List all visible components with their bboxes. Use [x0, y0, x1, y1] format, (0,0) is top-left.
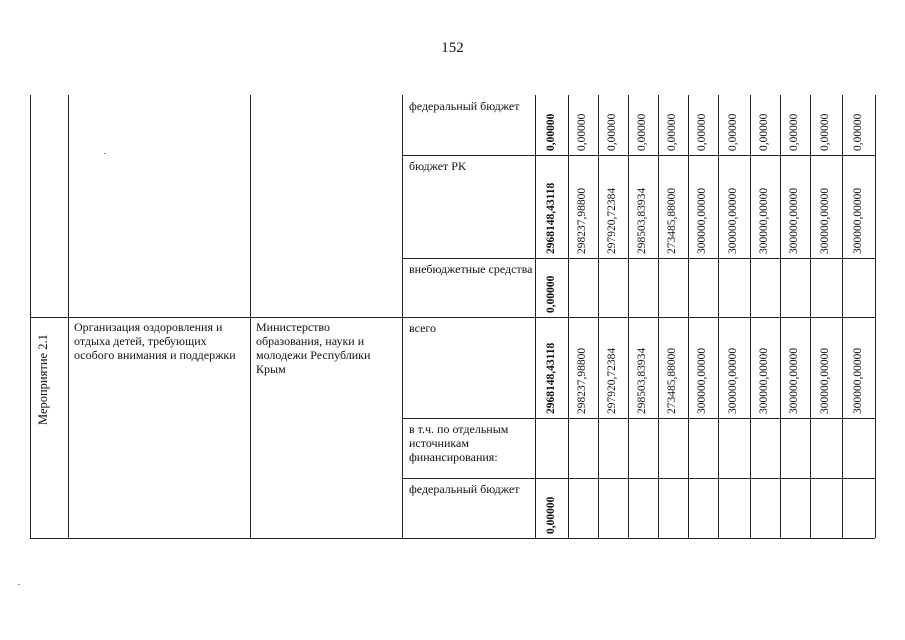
- executor-name: Министерство образования, науки и молодежи Республики Крым: [256, 320, 371, 376]
- year-value: 0,00000: [727, 113, 739, 151]
- source-label: внебюджетные средства: [409, 262, 533, 276]
- scan-speck: [104, 153, 106, 154]
- year-value: 297920,72384: [606, 347, 618, 414]
- page-number: 152: [441, 40, 464, 56]
- year-value: 300000,00000: [696, 187, 708, 254]
- total-value: 2968148,43118: [544, 182, 557, 254]
- year-value: 300000,00000: [758, 187, 770, 254]
- year-value: 300000,00000: [851, 187, 864, 254]
- year-value: 298237,98800: [576, 187, 588, 254]
- table-border: [875, 95, 876, 538]
- table-border: [30, 317, 875, 318]
- year-value: 0,00000: [636, 113, 648, 151]
- total-value: 0,00000: [544, 275, 557, 313]
- source-label: федеральный бюджет: [409, 99, 520, 113]
- year-value: 0,00000: [758, 113, 770, 151]
- measure-label: Мероприятие 2.1: [36, 334, 50, 425]
- year-value: 298237,98800: [576, 347, 588, 414]
- year-value: 297920,72384: [606, 187, 618, 254]
- table-border: [402, 155, 875, 156]
- year-value: 300000,00000: [696, 347, 708, 414]
- year-value: 300000,00000: [788, 347, 800, 414]
- measure-title: Организация оздоровления и отдыха детей, требующих особого внимания и поддержки: [74, 320, 236, 362]
- year-value: 300000,00000: [727, 347, 739, 414]
- year-value: 298503,83934: [636, 187, 648, 254]
- total-value: 2968148,43118: [544, 342, 557, 414]
- year-value: 0,00000: [788, 113, 800, 151]
- year-value: 273485,88000: [666, 187, 678, 254]
- year-value: 300000,00000: [819, 347, 831, 414]
- year-value: 0,00000: [666, 113, 678, 151]
- table-border: [402, 478, 875, 479]
- table-border: [402, 418, 875, 419]
- year-value: 0,00000: [576, 113, 588, 151]
- table-border: [402, 258, 875, 259]
- source-label: федеральный бюджет: [409, 482, 520, 496]
- total-value: 0,00000: [544, 496, 557, 534]
- total-value: 0,00000: [544, 113, 557, 151]
- year-value: 298503,83934: [636, 347, 648, 414]
- year-value: 300000,00000: [819, 187, 831, 254]
- year-value: 0,00000: [851, 113, 864, 151]
- year-value: 300000,00000: [851, 347, 864, 414]
- source-label: всего: [409, 321, 437, 335]
- year-value: 0,00000: [606, 113, 618, 151]
- table-border: [30, 538, 875, 539]
- year-value: 0,00000: [696, 113, 708, 151]
- year-value: 300000,00000: [788, 187, 800, 254]
- year-value: 0,00000: [819, 113, 831, 151]
- source-label: бюджет РК: [409, 159, 466, 173]
- budget-table: [30, 95, 875, 538]
- year-value: 300000,00000: [758, 347, 770, 414]
- year-value: 300000,00000: [727, 187, 739, 254]
- source-label: в т.ч. по отдельным источникам финансирования:: [409, 422, 509, 464]
- scan-speck: [18, 584, 20, 585]
- year-value: 273485,88000: [666, 347, 678, 414]
